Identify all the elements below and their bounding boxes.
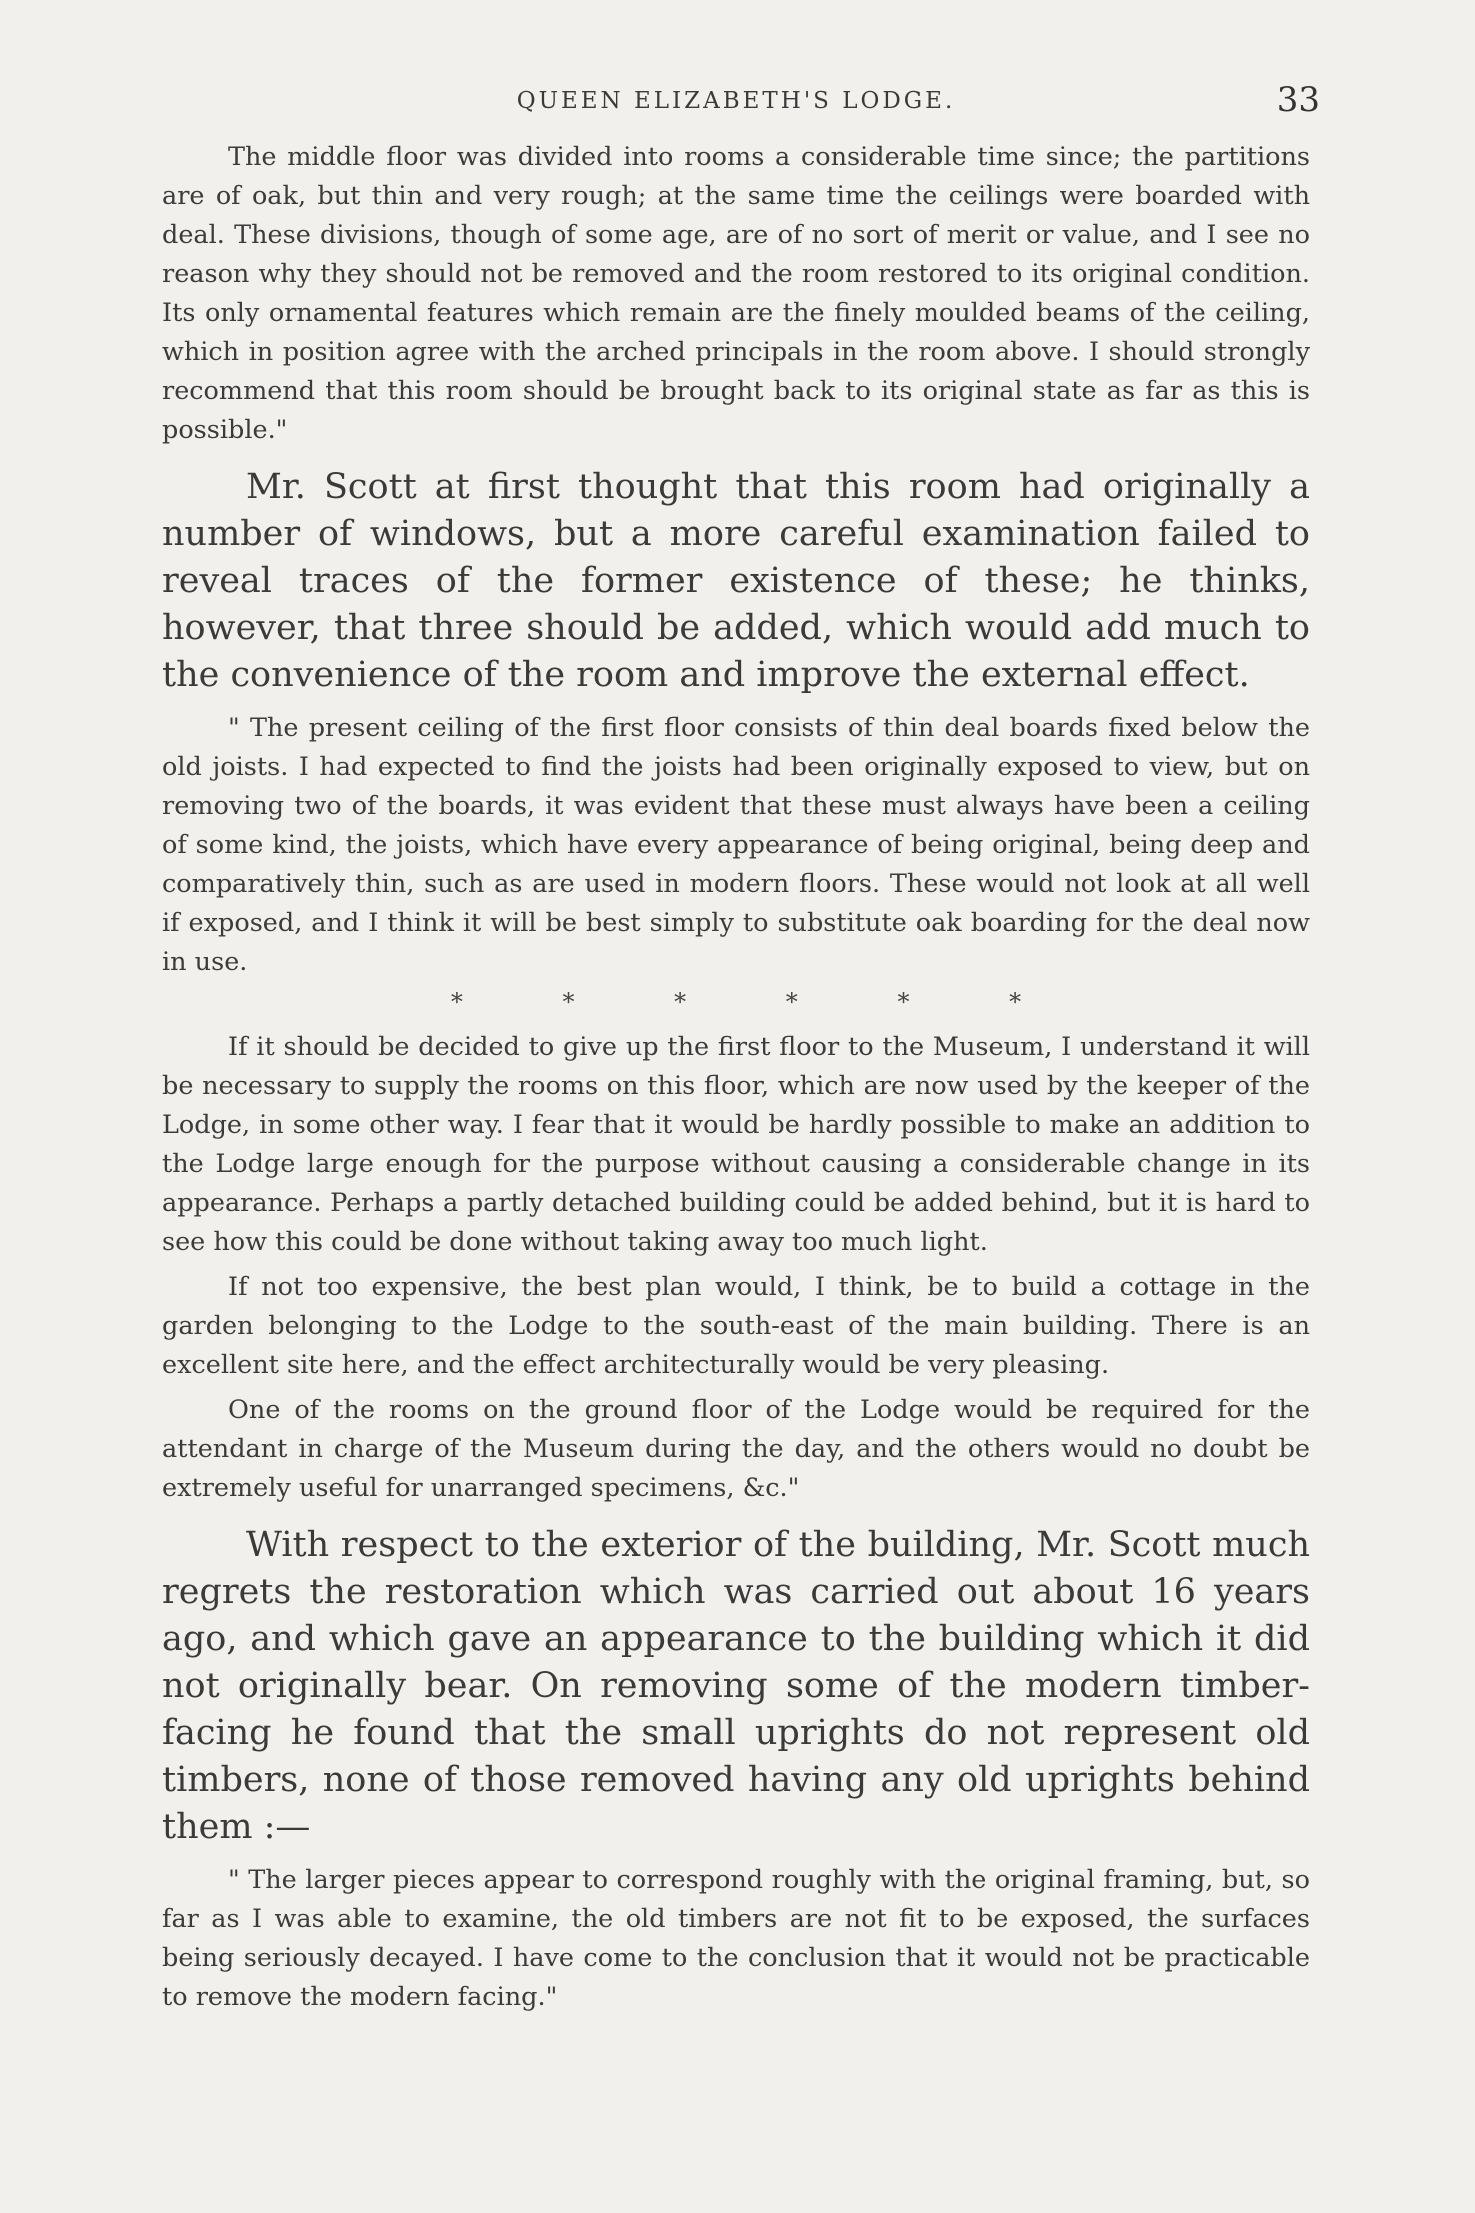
quote-paragraph-timbers: " The larger pieces appear to correspond roughly with the original framing, but, so far as I was able to examine, the old timbers are not fit to be exposed, the surfaces being seriously decayed. I have come to the conclusion that it would not be practicable to remove the modern facing." [162, 1865, 1310, 2012]
narrative-paragraph-windows: Mr. Scott at first thought that this room had originally a number of windows, but a more careful examination failed to reveal traces of the former existence of these; he thinks, however, that three should be added, which would add much to the convenience of the room and improve the external effect. [162, 467, 1310, 695]
quote-paragraph-cottage: If not too expensive, the best plan would, I think, be to build a cottage in the garden belonging to the Lodge to the south-east of the main building. There is an excellent site here, and the effect architecturally would be very pleasing. [162, 1272, 1310, 1380]
narrative-paragraph-exterior: With respect to the exterior of the building, Mr. Scott much regrets the restoration which was carried out about 16 years ago, and which gave an appearance to the building which it did not originally bear. On removing some of the modern timber-facing he found that the small uprights do not represent old timbers, none of those removed having any old uprights behind them :— [162, 1525, 1310, 1847]
quote-paragraph-first-floor: If it should be decided to give up the first floor to the Museum, I understand it will be necessary to supply the rooms on this floor, which are now used by the keeper of the Lodge, in some other way. I fear that it would be hardly possible to make an addition to the Lodge large enough for the purpose without causing a considerable change in its appearance. Perhaps a partly detached building could be added behind, but it is hard to see how this could be done without taking away too much light. [162, 1032, 1310, 1257]
quote-paragraph-ground-floor: One of the rooms on the ground floor of the Lodge would be required for the attendant in charge of the Museum during the day, and the others would no doubt be extremely useful for unarranged specimens, &c." [162, 1395, 1310, 1503]
page [162, 80, 1320, 2017]
page-header [162, 80, 1320, 138]
page-number: 33 [1276, 80, 1320, 120]
running-head: QUEEN ELIZABETH'S LODGE. [516, 88, 956, 114]
quote-paragraph-middle-floor: The middle floor was divided into rooms a considerable time since; the partitions are of oak, but thin and very rough; at the same time the ceilings were boarded with deal. These divisions, though of some age, are of no sort of merit or value, and I see no reason why they should not be removed and the room restored to its original condition. Its only ornamental features which remain are the finely moulded beams of the ceiling, which in position agree with the arched principals in the room above. I should strongly recommend that this room should be brought back to its original state as far as this is possible." [162, 142, 1310, 445]
section-break-asterisks: * * * * * * [450, 988, 1068, 1016]
quote-paragraph-ceiling: " The present ceiling of the first floor consists of thin deal boards fixed below the old joists. I had expected to find the joists had been originally exposed to view, but on removing two of the boards, it was evident that these must always have been a ceiling of some kind, the joists, which have every appearance of being original, being deep and comparatively thin, such as are used in modern floors. These would not look at all well if exposed, and I think it will be best simply to substitute oak boarding for the deal now in use. [162, 713, 1310, 977]
